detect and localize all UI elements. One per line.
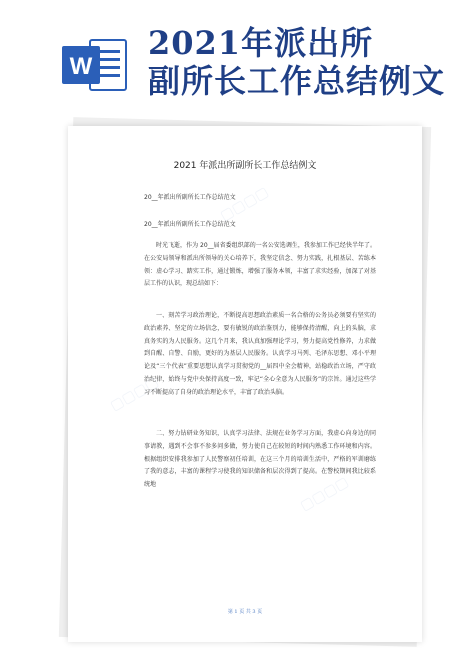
paragraph: 二、努力钻研业务知识，认真学习法律、法规在业务学习方面，我虚心向身边的同事请教，遇到不会事不参多问多做，努力使自己在较短的时间内熟悉工作环境和内容。根据组织安排我参加了人民警察初任培训，在这三个月的培训生活中，严格的军训磨练了我的意志，丰富的课程学习使我的知识储备和层次得到了提高。在警校期间我比较系统地 xyxy=(144,430,376,489)
banner-title-line1: 2021年派出所 xyxy=(148,24,374,62)
banner-header xyxy=(0,0,474,118)
paragraph: 一、刻苦学习政治理论，不断提高思想政治素质一名合格的公务员必须要有坚实的政治素养、坚定的立场信念，要有敏锐的政治鉴别力，能够保持清醒，向上的头脑，求真务实的为人民服务。这几个月来，我认真加强理论学习，努力提高党性修养，力求做到自醒、自警、自励，更好的为基层人民服务。认真学习马列、毛泽东思想、邓小平理论及“三个代表”重要思想认真学习贯彻党的__届四中全会精神，站稳政治立场，严守政治纪律，始终与党中央保持高度一致，牢记“全心全意为人民服务”的宗旨。通过这些学习不断提高了自身的政治理论水平，丰富了政治头脑。 xyxy=(144,312,376,396)
document-title: 2021 年派出所副所长工作总结例文 xyxy=(173,161,317,171)
word-logo-letter: W xyxy=(69,53,93,80)
document-subtitle: 20__年派出所副所长工作总结范文 xyxy=(144,221,236,228)
banner-title xyxy=(148,24,464,100)
page-footer: 第 1 页 共 3 页 xyxy=(227,609,263,615)
paragraph: 时光飞逝，作为 20__届省委组织部的一名公安选调生，我参加工作已经快半年了。在公安局领导和派出所领导的关心培养下，我坚定信念、努力实践，扎根基层、苦练本领：虚心学习、踏实工作，通过锻炼，增强了服务本领，丰富了求实经验，加深了对基层工作的认识，现总结如下： xyxy=(144,242,376,288)
watermark: ▢▢▢▢ xyxy=(297,473,352,515)
banner-title-line2: 副所长工作总结例文 xyxy=(148,62,446,100)
watermark: ▢▢▢▢ xyxy=(107,373,162,415)
document-page xyxy=(68,126,422,642)
watermark: ▢▢▢▢ xyxy=(217,183,272,225)
word-document-icon xyxy=(60,36,130,94)
document-subtitle: 20__年派出所副所长工作总结范文 xyxy=(144,194,236,201)
